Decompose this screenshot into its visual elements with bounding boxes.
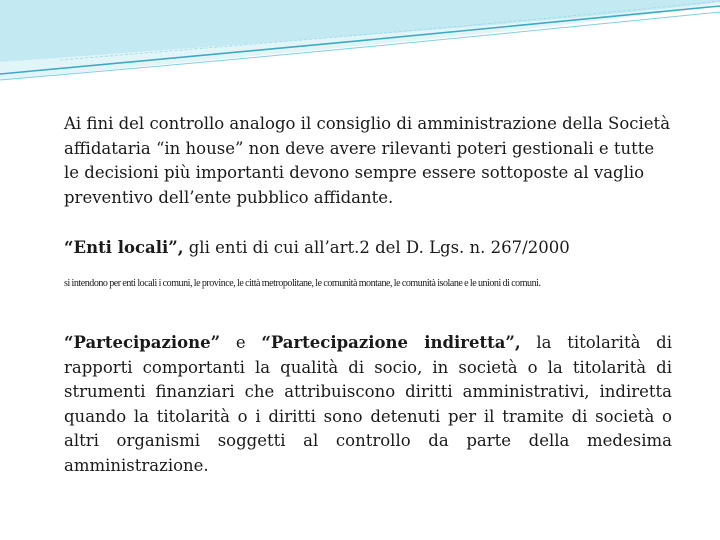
paragraph-enti-locali: [64, 236, 672, 260]
enti-locali-definition: gli enti di cui all’art.2 del D. Lgs. n. 267/2000: [183, 238, 570, 257]
partecipazione-definition: la titolarità di rapporti comportanti la qualità di socio, in società o la titolarità di strumenti finanziari che attribuiscono diritti amministrativi, indiretta quando la titolarità o i diritti sono detenuti per il tramite di società o altri organismi soggetti al controllo da parte della medesima amministrazione.: [64, 333, 672, 475]
paragraph-enti-locali-detail: si intendono per enti locali i comuni, le province, le città metropolitane, le comunità montane, le comunità isolane e le unioni di comuni.: [64, 278, 541, 289]
term-partecipazione: “Partecipazione”: [64, 333, 221, 352]
header-wave-decoration: [0, 0, 720, 90]
term-enti-locali: “Enti locali”,: [64, 238, 184, 257]
paragraph-partecipazione: [64, 331, 672, 478]
term-partecipazione-indiretta: “Partecipazione indiretta”,: [261, 333, 521, 352]
conjunction: e: [220, 333, 262, 352]
paragraph-controllo-analogo: Ai fini del controllo analogo il consiglio di amministrazione della Società affidataria “in house” non deve avere rilevanti poteri gestionali e tutte le decisioni più importanti devono sempre essere sottoposte al vaglio preventivo dell’ente pubblico affidante.: [64, 114, 671, 207]
